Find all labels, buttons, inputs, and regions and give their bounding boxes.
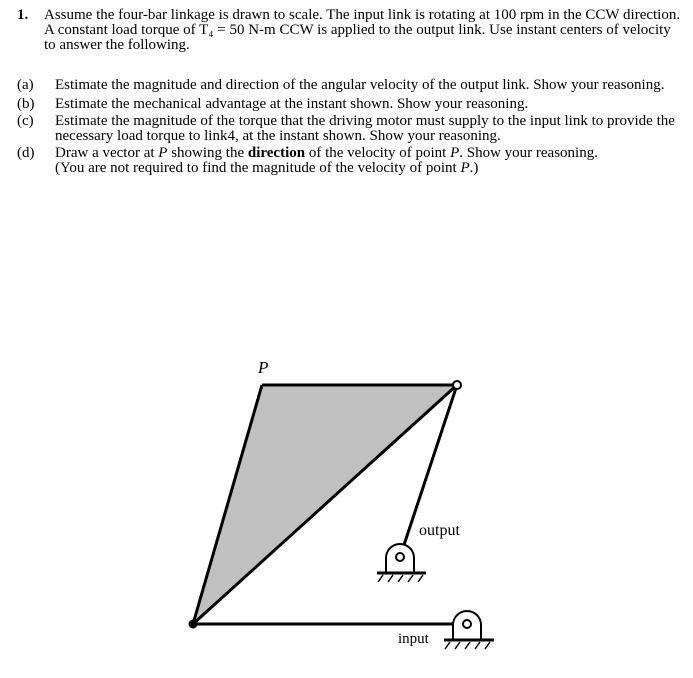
part-d-text-1: Draw a vector at <box>55 145 159 161</box>
output-ground-pivot <box>377 544 426 582</box>
input-ground-pivot <box>444 611 494 649</box>
part-d-text-6: .) <box>469 160 479 176</box>
part-text: Estimate the mechanical advantage at the instant shown. Show your reasoning. <box>55 96 529 112</box>
part-label: (b) <box>17 96 35 112</box>
joint-top-right <box>453 381 461 389</box>
question-number: 1. <box>17 7 29 23</box>
part-d-text-5: (You are not required to find the magnitude of the velocity of point <box>55 160 461 176</box>
part-label: (d) <box>17 145 35 161</box>
part-d-text-4: . Show your reasoning. <box>459 145 598 161</box>
part-text: Estimate the magnitude of the torque that the driving motor must supply to the input link to provide the necessary load torque to link4, at the instant shown. Show your reasoning. <box>55 113 675 144</box>
part-label: (c) <box>17 113 34 129</box>
part-text: Estimate the magnitude and direction of the angular velocity of the output link. Show your reasoning. <box>55 77 665 93</box>
label-input: input <box>398 631 429 647</box>
part-d-text-3: of the velocity of point <box>305 145 451 161</box>
question-text: Assume the four-bar linkage is drawn to scale. The input link is rotating at 100 rpm in the CCW direction. A constant load torque of T₄ = 50 N-m CCW is applied to the output link. Use instant centers of velocity to answer the following. <box>44 7 681 53</box>
part-label: (a) <box>17 77 34 93</box>
part-d-bold-direction: direction <box>247 145 306 161</box>
part-d-point-p: P <box>460 160 470 176</box>
part-d-point-p: P <box>450 145 460 161</box>
joint-bottom-left <box>189 620 197 628</box>
label-point-p: P <box>258 358 269 377</box>
label-output: output <box>419 522 460 539</box>
part-d-point-p: P <box>158 145 168 161</box>
part-d-text-2: showing the <box>167 145 248 161</box>
